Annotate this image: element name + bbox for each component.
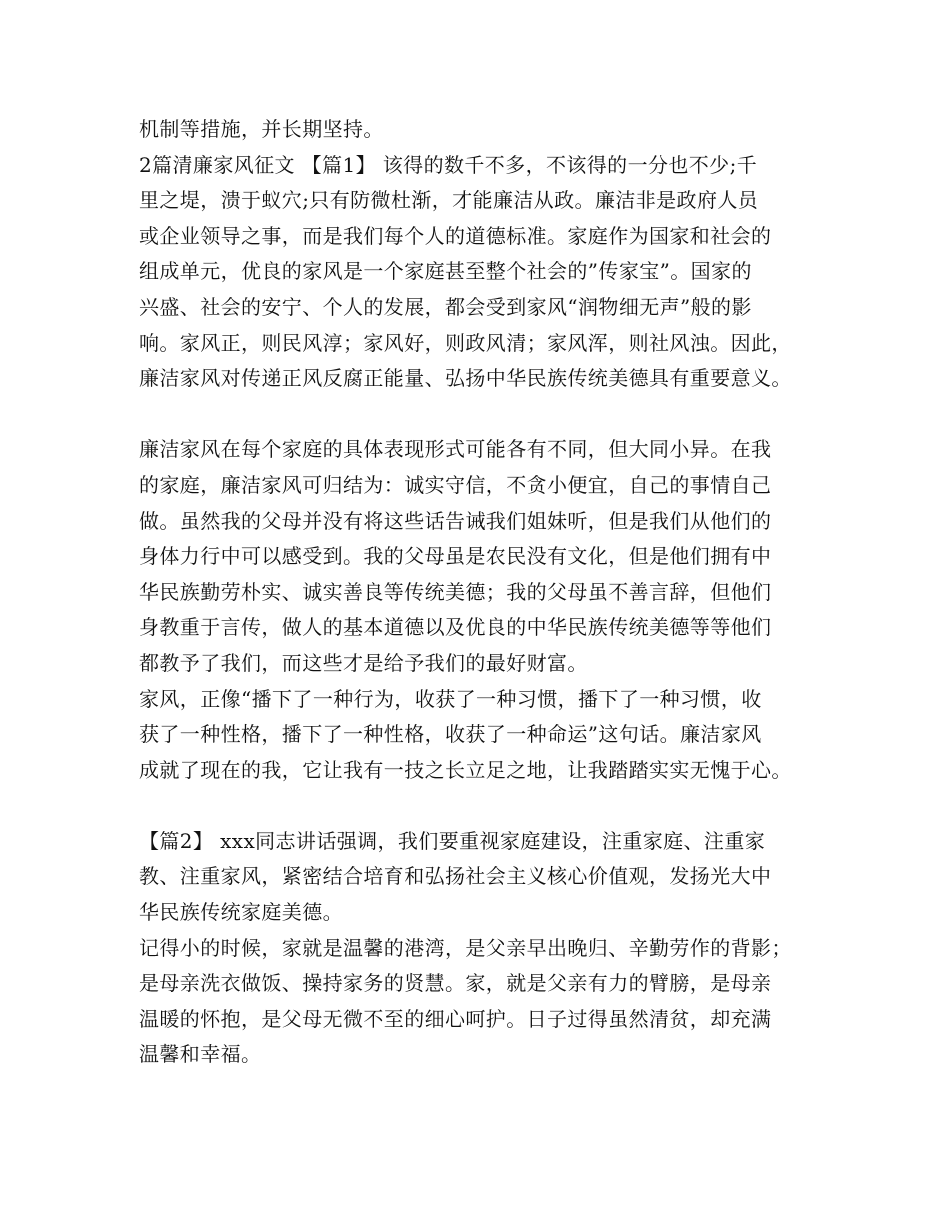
text-line: 成就了现在的我，它让我有一技之长立足之地，让我踏踏实实无愧于心。	[139, 757, 792, 782]
paragraph-gap	[139, 397, 829, 433]
text-line: 温馨和幸福。	[139, 1042, 262, 1067]
text-line: 是母亲洗衣做饭、操持家务的贤慧。家，就是父亲有力的臂膀，是母亲	[139, 971, 772, 996]
text-line: 响。家风正，则民风淳；家风好，则政风清；家风浑，则社风浊。因此，	[139, 330, 792, 355]
text-line: 廉洁家风在每个家庭的具体表现形式可能各有不同，但大同小异。在我	[139, 437, 772, 462]
document-body	[139, 112, 829, 1073]
text-line: 【篇2】 xxx同志讲话强调，我们要重视家庭建设，注重家庭、注重家	[139, 828, 766, 853]
text-line: 记得小的时候，家就是温馨的港湾，是父亲早出晚归、辛勤劳作的背影；	[139, 935, 792, 960]
text-line: 家风，正像“播下了一种行为，收获了一种习惯，播下了一种习惯，收	[139, 686, 762, 711]
text-line: 教、注重家风，紧密结合培育和弘扬社会主义核心价值观，发扬光大中	[139, 864, 772, 889]
text-line: 身教重于言传，做人的基本道德以及优良的中华民族传统美德等等他们	[139, 615, 772, 640]
text-line: 获了一种性格，播下了一种性格，收获了一种命运”这句话。廉洁家风	[139, 722, 762, 747]
text-line: 身体力行中可以感受到。我的父母虽是农民没有文化，但是他们拥有中	[139, 544, 772, 569]
text-line: 华民族传统家庭美德。	[139, 900, 343, 925]
text-line: 机制等措施，并长期坚持。	[139, 117, 384, 141]
text-line: 兴盛、社会的安宁、个人的发展，都会受到家风“润物细无声”般的影	[139, 294, 752, 319]
text-line: 廉洁家风对传递正风反腐正能量、弘扬中华民族传统美德具有重要意义。	[139, 366, 792, 391]
text-line: 都教予了我们，而这些才是给予我们的最好财富。	[139, 650, 588, 675]
text-line: 或企业领导之事，而是我们每个人的道德标准。家庭作为国家和社会的	[139, 223, 772, 248]
text-line: 里之堤，溃于蚁穴;只有防微杜渐，才能廉洁从政。廉洁非是政府人员	[139, 188, 759, 213]
text-line: 组成单元，优良的家风是一个家庭甚至整个社会的”传家宝”。国家的	[139, 259, 752, 284]
text-line: 2篇清廉家风征文 【篇1】 该得的数千不多，不该得的一分也不少;千	[139, 152, 758, 177]
text-line: 的家庭，廉洁家风可归结为：诚实守信，不贪小便宜，自己的事情自己	[139, 472, 772, 497]
text-line: 做。虽然我的父母并没有将这些话告诫我们姐妹听，但是我们从他们的	[139, 508, 772, 533]
paragraph-gap	[139, 788, 829, 824]
text-line: 温暖的怀抱，是父母无微不至的细心呵护。日子过得虽然清贫，却充满	[139, 1006, 772, 1031]
text-line: 华民族勤劳朴实、诚实善良等传统美德；我的父母虽不善言辞，但他们	[139, 579, 772, 604]
